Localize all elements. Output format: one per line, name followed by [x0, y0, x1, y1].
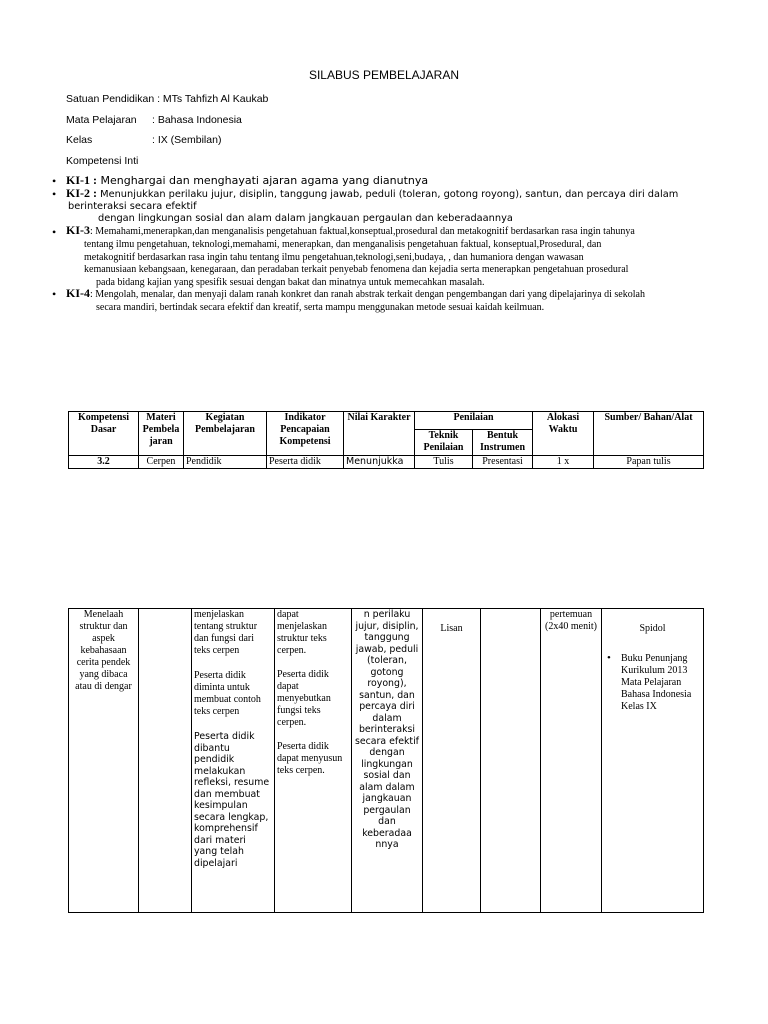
syllabus-table-continuation: [68, 608, 704, 913]
mapel-label: Mata Pelajaran: [66, 114, 137, 126]
ki-3-line4: kemanusiaan kebangsaan, kenegaraan, dan peradaban terkait penyebab fenomena dan kejadia serta menerapkan pengetahuan prosedural: [84, 264, 629, 276]
cell-alokasi: 1 x: [533, 456, 594, 469]
ki-3-line3: metakognitif berdasarkan rasa ingin tahu tentang ilmu pengetahuan,teknologi,seni,budaya, , dan humaniora dengan wawasan: [84, 251, 584, 263]
ki-2-line2: berinteraksi secara efektif: [68, 201, 197, 212]
ki-1: [66, 174, 706, 187]
ki-2-line3: dengan lingkungan sosial dan alam dalam jangkauan pergaulan dan keberadaannya: [98, 213, 513, 224]
cell-nilai: n perilaku jujur, disiplin, tanggung jawab, peduli (toleran, gotong royong), santun, dan percaya diri dalam berinteraksi secara efektif dengan lingkungan sosial dan alam dalam jangkauan pergaulan dan keberadaa nnya: [352, 609, 423, 913]
ki-4: [66, 287, 706, 314]
cell-teknik: Lisan: [423, 609, 481, 913]
ki-4-code: KI-4: [66, 286, 90, 300]
ki-3: [66, 224, 706, 290]
cell-bentuk: Presentasi: [473, 456, 533, 469]
cell-indikator: [275, 609, 352, 913]
header-kegiatan: Kegiatan Pembelajaran: [184, 412, 267, 456]
bullet-icon: •: [52, 187, 57, 201]
satuan-label: Satuan Pendidikan :: [66, 93, 160, 105]
cell-kegiatan: [192, 609, 275, 913]
sumber-spidol: Spidol: [639, 623, 666, 634]
cell-sumber: [602, 609, 704, 913]
ki-4-line2: secara mandiri, bertindak secara efektif dan kreatif, serta mampu menggunakan metode sesuai kaidah keilmuan.: [96, 302, 545, 313]
mapel-value: : Bahasa Indonesia: [152, 114, 242, 126]
syllabus-table-header: [68, 411, 704, 469]
cell-nilai: Menunjukka: [344, 456, 415, 469]
ki-3-line1: : Memahami,menerapkan,dan menganalisis pengetahuan faktual,konseptual,prosedural dan metakognitif berdasarkan rasa ingin tahunya: [90, 226, 635, 237]
cell-kd: Menelaah struktur dan aspek kebahasaan cerita pendek yang dibaca atau di dengar: [69, 609, 139, 913]
satuan-pendidikan: [66, 93, 268, 105]
table-row: [69, 456, 704, 469]
header-nilai-karakter: Nilai Karakter: [344, 412, 415, 456]
ki-1-code: KI-1 :: [66, 173, 97, 187]
cell-indikator: Peserta didik: [267, 456, 344, 469]
page-title: SILABUS PEMBELAJARAN: [308, 68, 460, 82]
kelas-label: Kelas: [66, 134, 93, 146]
cell-kd: 3.2: [69, 456, 139, 469]
kelas-value: : IX (Sembilan): [152, 134, 222, 146]
header-penilaian: Penilaian: [415, 412, 533, 430]
cell-kegiatan: Pendidik: [184, 456, 267, 469]
satuan-value: MTs Tahfizh Al Kaukab: [162, 93, 269, 105]
cell-bentuk: [481, 609, 541, 913]
indikator-paragraph: dapat menjelaskan struktur teks cerpen.: [277, 609, 327, 656]
bullet-icon: •: [52, 287, 57, 301]
header-sumber: Sumber/ Bahan/Alat: [594, 412, 704, 456]
bullet-icon: •: [52, 225, 57, 239]
kegiatan-paragraph: menjelaskan tentang struktur dan fungsi dari teks cerpen: [194, 609, 258, 656]
cell-materi: [139, 609, 192, 913]
bullet-icon: •: [607, 652, 611, 664]
sumber-buku-text: Buku Penunjang Kurikulum 2013 Mata Pelajaran Bahasa Indonesia Kelas IX: [621, 653, 692, 712]
ki-heading: Kompetensi Inti: [66, 155, 139, 167]
cell-materi: Cerpen: [139, 456, 184, 469]
ki-3-line2: tentang ilmu pengetahuan, teknologi,memahami, menerapkan, dan menganalisis pengetahuan faktual, konseptual,Prosedural, dan: [84, 238, 602, 250]
ki-4-line1: : Mengolah, menalar, dan menyaji dalam ranah konkret dan ranah abstrak terkait dengan pengembangan dari yang dipelajarinya di sekolah: [90, 289, 645, 300]
ki-3-code: KI-3: [66, 223, 90, 237]
sumber-buku: [604, 653, 701, 713]
header-materi: Materi Pembela jaran: [139, 412, 184, 456]
kegiatan-paragraph: Peserta didik dibantu pendidik melakukan refleksi, resume dan membuat kesimpulan secara lengkap, komprehensif dari materi yang telah dipelajari: [194, 731, 270, 869]
ki-3-line5: pada bidang kajian yang spesifik sesuai dengan bakat dan minatnya untuk memecahkan masalah.: [96, 277, 485, 289]
ki-2: [66, 187, 706, 225]
cell-teknik: Tulis: [415, 456, 473, 469]
cell-sumber: Papan tulis: [594, 456, 704, 469]
ki-2-code: KI-2 :: [66, 186, 97, 200]
kegiatan-paragraph: Peserta didik diminta untuk membuat contoh teks cerpen: [194, 670, 261, 717]
mata-pelajaran: [66, 114, 242, 126]
header-bentuk-instrumen: Bentuk Instrumen: [473, 430, 533, 456]
indikator-paragraph: Peserta didik dapat menyusun teks cerpen.: [277, 741, 343, 776]
header-teknik-penilaian: Teknik Penilaian: [415, 430, 473, 456]
table-row: [69, 609, 704, 913]
indikator-paragraph: Peserta didik dapat menyebutkan fungsi teks cerpen.: [277, 669, 331, 728]
header-kompetensi-dasar: Kompetensi Dasar: [69, 412, 139, 456]
kelas: [66, 134, 221, 146]
ki-2-line1: Menunjukkan perilaku jujur, disiplin, tanggung jawab, peduli (toleran, gotong royong), santun, dan percaya diri dalam: [97, 189, 679, 200]
header-indikator: Indikator Pencapaian Kompetensi: [267, 412, 344, 456]
header-alokasi-waktu: Alokasi Waktu: [533, 412, 594, 456]
cell-alokasi: pertemuan (2x40 menit): [541, 609, 602, 913]
bullet-icon: •: [52, 174, 57, 188]
ki-1-text: Menghargai dan menghayati ajaran agama yang dianutnya: [97, 174, 429, 187]
